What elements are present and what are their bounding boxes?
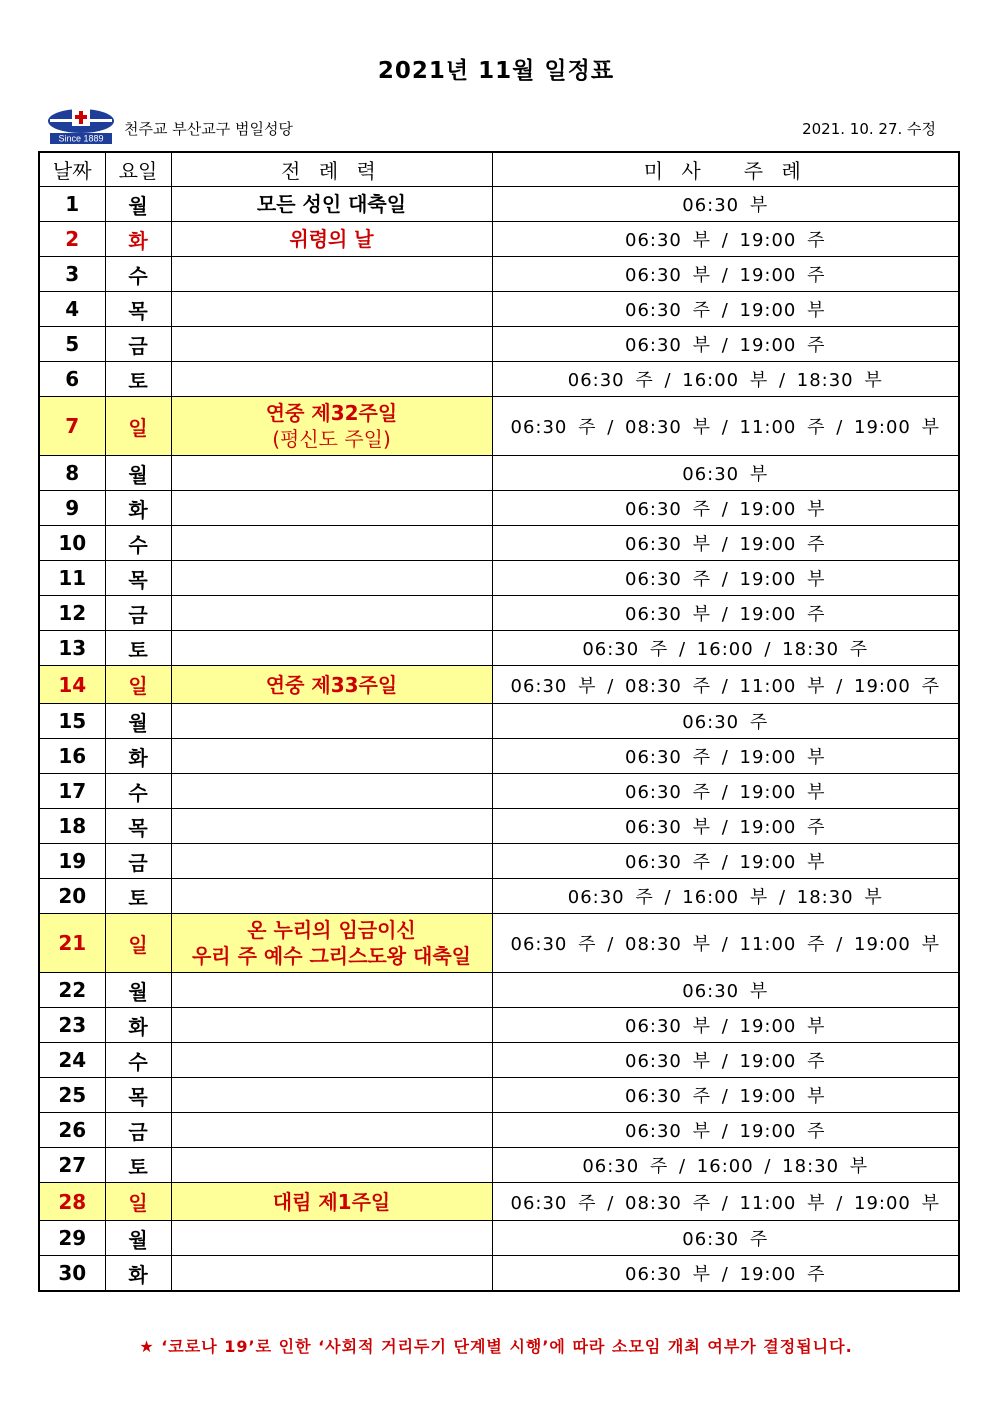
cell-liturgy xyxy=(171,222,492,257)
table-row xyxy=(39,1078,959,1113)
cell-liturgy xyxy=(171,257,492,292)
cell-mass: 06:30 부 / 19:00 주 xyxy=(492,327,959,362)
schedule-table xyxy=(38,151,960,1292)
cell-day: 22 xyxy=(39,973,105,1008)
cell-mass: 06:30 부 / 19:00 주 xyxy=(492,257,959,292)
cell-day: 26 xyxy=(39,1113,105,1148)
cell-liturgy xyxy=(171,397,492,456)
cell-liturgy xyxy=(171,292,492,327)
revision-date: 2021. 10. 27. 수정 xyxy=(802,120,936,138)
cell-liturgy xyxy=(171,774,492,809)
cell-weekday: 화 xyxy=(105,739,171,774)
table-row xyxy=(39,491,959,526)
cell-weekday: 목 xyxy=(105,292,171,327)
cell-day: 1 xyxy=(39,187,105,222)
table-row xyxy=(39,1043,959,1078)
liturgy-line: 연중 제33주일 xyxy=(265,672,398,697)
cell-day: 7 xyxy=(39,397,105,456)
table-row xyxy=(39,879,959,914)
cell-mass: 06:30 부 / 19:00 주 xyxy=(492,1043,959,1078)
liturgy-line: (평신도 주일) xyxy=(272,427,391,451)
cell-mass: 06:30 주 / 16:00 부 / 18:30 부 xyxy=(492,362,959,397)
cell-weekday: 화 xyxy=(105,1256,171,1292)
cell-liturgy xyxy=(171,739,492,774)
table-row xyxy=(39,397,959,456)
cell-day: 2 xyxy=(39,222,105,257)
document-header xyxy=(38,106,956,146)
cell-liturgy xyxy=(171,327,492,362)
cell-weekday: 금 xyxy=(105,327,171,362)
table-row xyxy=(39,739,959,774)
liturgy-line: 연중 제32주일 xyxy=(265,401,398,425)
cell-liturgy xyxy=(171,526,492,561)
table-row xyxy=(39,844,959,879)
cell-liturgy xyxy=(171,187,492,222)
cell-liturgy xyxy=(171,1078,492,1113)
cell-weekday: 월 xyxy=(105,973,171,1008)
cell-weekday: 일 xyxy=(105,397,171,456)
cell-mass: 06:30 주 / 16:00 / 18:30 부 xyxy=(492,1148,959,1183)
cell-liturgy xyxy=(171,1043,492,1078)
cell-day: 3 xyxy=(39,257,105,292)
cell-liturgy xyxy=(171,1183,492,1221)
cell-mass: 06:30 주 / 19:00 부 xyxy=(492,561,959,596)
cell-mass: 06:30 부 / 19:00 주 xyxy=(492,1256,959,1292)
cell-liturgy xyxy=(171,491,492,526)
cell-day: 6 xyxy=(39,362,105,397)
cell-day: 15 xyxy=(39,704,105,739)
cell-weekday: 토 xyxy=(105,879,171,914)
cell-mass: 06:30 부 xyxy=(492,973,959,1008)
table-row xyxy=(39,1008,959,1043)
cell-liturgy xyxy=(171,914,492,973)
cell-liturgy xyxy=(171,704,492,739)
cell-mass: 06:30 부 / 19:00 주 xyxy=(492,809,959,844)
table-row xyxy=(39,222,959,257)
cell-weekday: 화 xyxy=(105,222,171,257)
cell-day: 23 xyxy=(39,1008,105,1043)
cell-weekday: 토 xyxy=(105,362,171,397)
cell-mass: 06:30 주 / 19:00 부 xyxy=(492,292,959,327)
cell-mass: 06:30 주 / 16:00 / 18:30 주 xyxy=(492,631,959,666)
cell-liturgy xyxy=(171,456,492,491)
cell-weekday: 금 xyxy=(105,596,171,631)
cell-liturgy xyxy=(171,879,492,914)
cell-day: 13 xyxy=(39,631,105,666)
cell-mass: 06:30 주 / 19:00 부 xyxy=(492,491,959,526)
parish-logo-icon xyxy=(46,106,116,144)
cell-day: 24 xyxy=(39,1043,105,1078)
cell-weekday: 금 xyxy=(105,844,171,879)
cell-liturgy xyxy=(171,596,492,631)
liturgy-line: 온 누리의 임금이신 xyxy=(247,918,416,942)
cell-weekday: 수 xyxy=(105,257,171,292)
cell-mass: 06:30 부 / 19:00 주 xyxy=(492,1113,959,1148)
cell-weekday: 수 xyxy=(105,1043,171,1078)
cell-day: 19 xyxy=(39,844,105,879)
table-row xyxy=(39,1256,959,1292)
table-row xyxy=(39,456,959,491)
parish-name: 천주교 부산교구 범일성당 xyxy=(124,120,293,138)
cell-weekday: 일 xyxy=(105,914,171,973)
cell-mass: 06:30 주 / 16:00 부 / 18:30 부 xyxy=(492,879,959,914)
table-row xyxy=(39,327,959,362)
table-row xyxy=(39,292,959,327)
cell-mass: 06:30 부 xyxy=(492,187,959,222)
cell-day: 20 xyxy=(39,879,105,914)
cell-mass: 06:30 부 / 19:00 주 xyxy=(492,222,959,257)
cell-mass: 06:30 부 / 19:00 주 xyxy=(492,526,959,561)
table-row xyxy=(39,526,959,561)
cell-mass: 06:30 주 / 19:00 부 xyxy=(492,844,959,879)
table-row xyxy=(39,187,959,222)
cell-mass: 06:30 부 / 19:00 주 xyxy=(492,596,959,631)
cell-liturgy xyxy=(171,666,492,704)
cell-liturgy xyxy=(171,1221,492,1256)
cell-liturgy xyxy=(171,1256,492,1292)
table-row xyxy=(39,596,959,631)
table-row xyxy=(39,561,959,596)
cell-weekday: 수 xyxy=(105,526,171,561)
cell-day: 21 xyxy=(39,914,105,973)
cell-mass: 06:30 주 / 08:30 부 / 11:00 주 / 19:00 부 xyxy=(492,914,959,973)
cell-liturgy xyxy=(171,561,492,596)
table-row xyxy=(39,809,959,844)
page-title: 2021년 11월 일정표 xyxy=(377,58,615,84)
cell-day: 16 xyxy=(39,739,105,774)
cell-mass: 06:30 주 / 19:00 부 xyxy=(492,774,959,809)
cell-mass: 06:30 주 / 19:00 부 xyxy=(492,739,959,774)
cell-mass: 06:30 주 xyxy=(492,1221,959,1256)
cell-liturgy xyxy=(171,973,492,1008)
table-header-row xyxy=(39,152,959,187)
table-row xyxy=(39,362,959,397)
column-header-liturgy: 전 례 력 xyxy=(171,152,492,187)
cell-weekday: 목 xyxy=(105,809,171,844)
table-row xyxy=(39,1183,959,1221)
table-row xyxy=(39,914,959,973)
cell-liturgy xyxy=(171,1148,492,1183)
cell-day: 18 xyxy=(39,809,105,844)
cell-day: 25 xyxy=(39,1078,105,1113)
cell-weekday: 일 xyxy=(105,666,171,704)
liturgy-line: 모든 성인 대축일 xyxy=(256,192,407,216)
cell-weekday: 목 xyxy=(105,561,171,596)
table-row xyxy=(39,1221,959,1256)
cell-day: 14 xyxy=(39,666,105,704)
table-row xyxy=(39,973,959,1008)
table-row xyxy=(39,666,959,704)
cell-weekday: 월 xyxy=(105,456,171,491)
cell-weekday: 목 xyxy=(105,1078,171,1113)
cell-day: 5 xyxy=(39,327,105,362)
schedule-body xyxy=(39,187,959,1292)
cell-day: 10 xyxy=(39,526,105,561)
cell-day: 8 xyxy=(39,456,105,491)
column-header-day: 날짜 xyxy=(39,152,105,187)
cell-weekday: 토 xyxy=(105,1148,171,1183)
cell-day: 17 xyxy=(39,774,105,809)
liturgy-line: 대림 제1주일 xyxy=(272,1189,391,1214)
cell-weekday: 화 xyxy=(105,1008,171,1043)
cell-mass: 06:30 주 / 08:30 주 / 11:00 부 / 19:00 부 xyxy=(492,1183,959,1221)
cell-liturgy xyxy=(171,1008,492,1043)
cell-day: 9 xyxy=(39,491,105,526)
cell-mass: 06:30 주 xyxy=(492,704,959,739)
cell-day: 28 xyxy=(39,1183,105,1221)
cell-weekday: 월 xyxy=(105,1221,171,1256)
cell-day: 27 xyxy=(39,1148,105,1183)
cell-liturgy xyxy=(171,362,492,397)
cell-weekday: 금 xyxy=(105,1113,171,1148)
cell-liturgy xyxy=(171,1113,492,1148)
table-row xyxy=(39,704,959,739)
footnote: ★ ‘코로나 19’로 인한 ‘사회적 거리두기 단계별 시행’에 따라 소모임 개최 여부가 결정됩니다. xyxy=(139,1337,853,1356)
logo-text: Since 1889 xyxy=(58,133,104,144)
cell-day: 30 xyxy=(39,1256,105,1292)
cell-mass: 06:30 부 / 19:00 부 xyxy=(492,1008,959,1043)
table-row xyxy=(39,1113,959,1148)
cell-weekday: 월 xyxy=(105,187,171,222)
cell-mass: 06:30 부 xyxy=(492,456,959,491)
table-row xyxy=(39,774,959,809)
cell-liturgy xyxy=(171,844,492,879)
cell-day: 12 xyxy=(39,596,105,631)
cell-weekday: 화 xyxy=(105,491,171,526)
cell-day: 4 xyxy=(39,292,105,327)
cell-mass: 06:30 주 / 19:00 부 xyxy=(492,1078,959,1113)
cell-weekday: 일 xyxy=(105,1183,171,1221)
cell-liturgy xyxy=(171,631,492,666)
table-row xyxy=(39,257,959,292)
cell-mass: 06:30 주 / 08:30 부 / 11:00 주 / 19:00 부 xyxy=(492,397,959,456)
liturgy-line: 우리 주 예수 그리스도왕 대축일 xyxy=(191,944,471,968)
table-row xyxy=(39,1148,959,1183)
cell-mass: 06:30 부 / 08:30 주 / 11:00 부 / 19:00 주 xyxy=(492,666,959,704)
column-header-mass: 미 사 주 례 xyxy=(492,152,959,187)
cell-weekday: 월 xyxy=(105,704,171,739)
liturgy-line: 위령의 날 xyxy=(289,227,374,251)
column-header-weekday: 요일 xyxy=(105,152,171,187)
cell-weekday: 수 xyxy=(105,774,171,809)
cell-liturgy xyxy=(171,809,492,844)
cell-weekday: 토 xyxy=(105,631,171,666)
table-row xyxy=(39,631,959,666)
cell-day: 29 xyxy=(39,1221,105,1256)
cell-day: 11 xyxy=(39,561,105,596)
